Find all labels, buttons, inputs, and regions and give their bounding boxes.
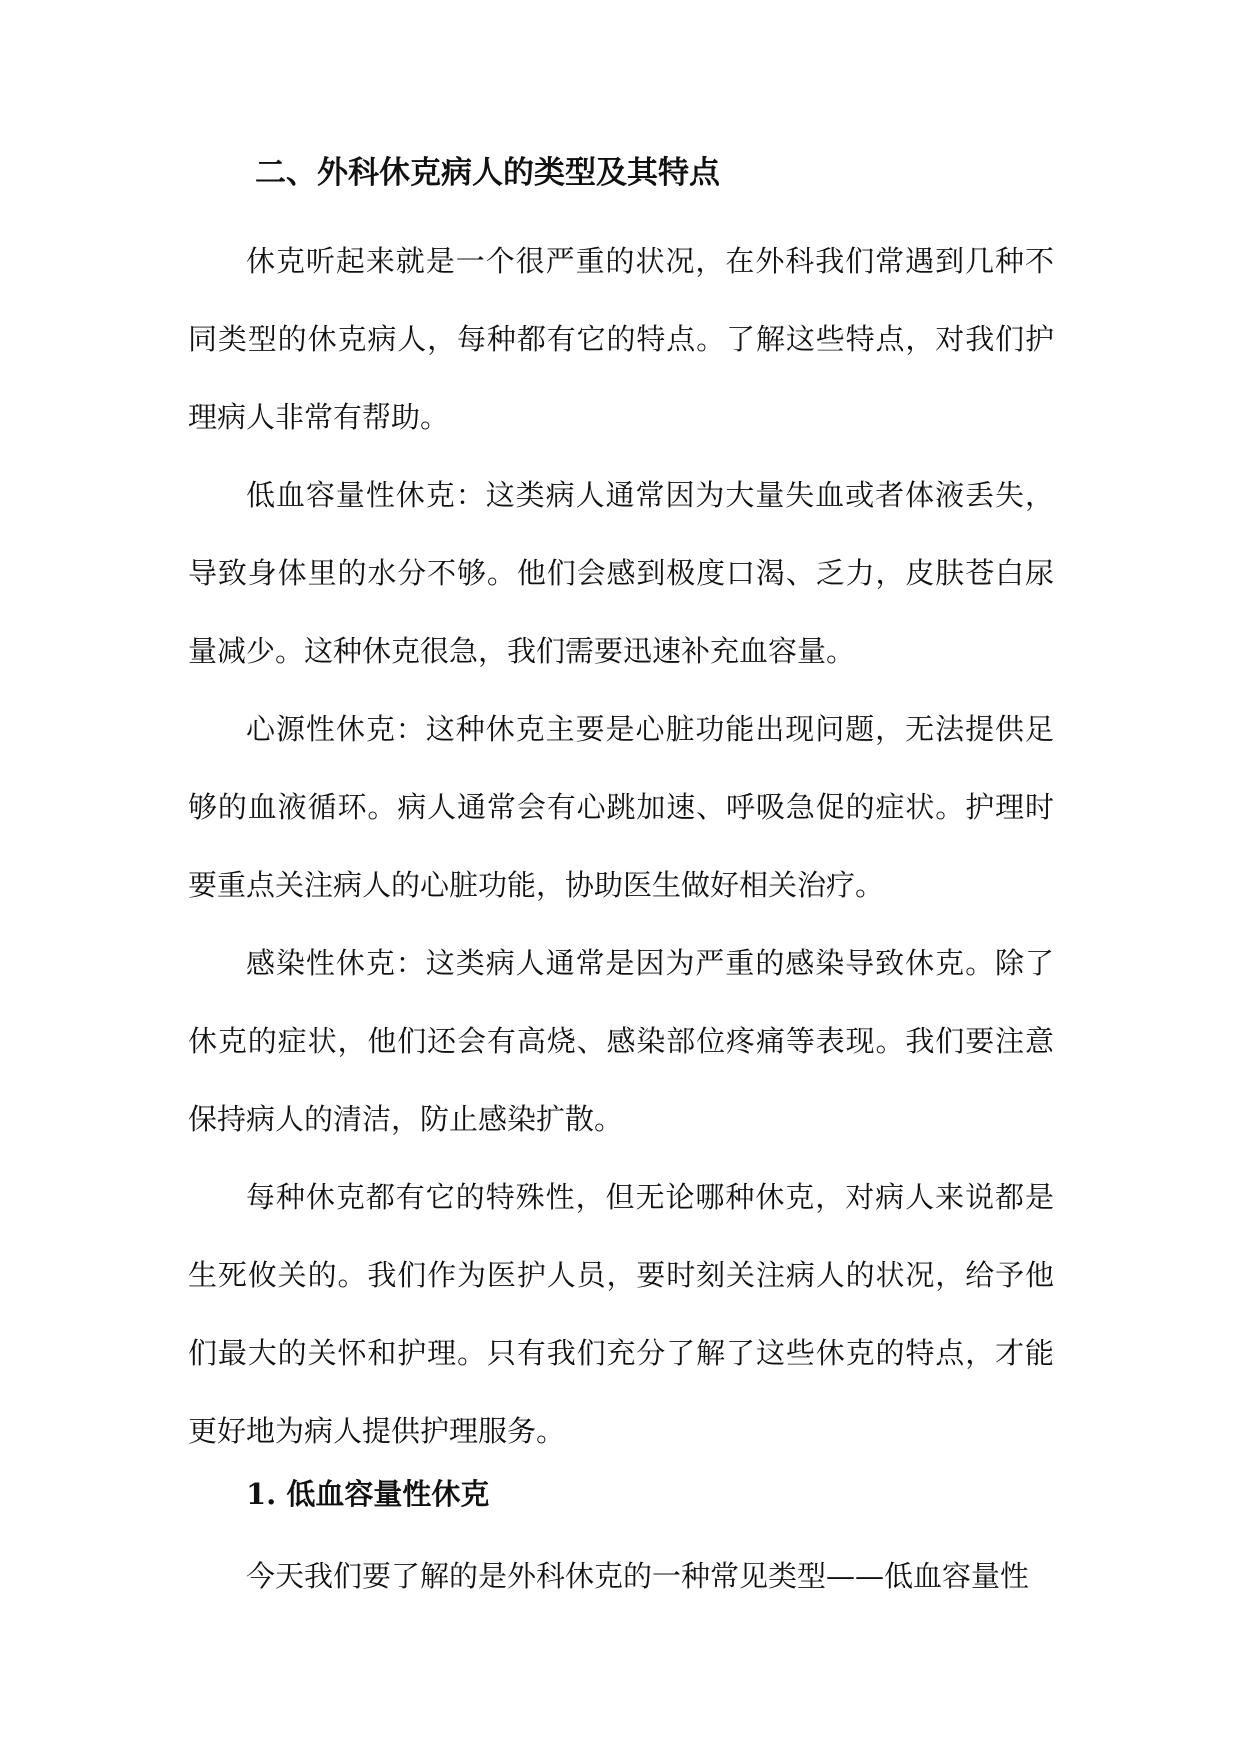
paragraph-cardiogenic: 心源性休克：这种休克主要是心脏功能出现问题，无法提供足够的血液循环。病人通常会有心跳加速、呼吸急促的症状。护理时要重点关注病人的心脏功能，协助医生做好相关治疗。 — [188, 712, 1054, 902]
paragraph-septic: 感染性休克：这类病人通常是因为严重的感染导致休克。除了休克的症状，他们还会有高烧、感染部位疼痛等表现。我们要注意保持病人的清洁，防止感染扩散。 — [188, 946, 1054, 1136]
section-heading: 二、外科休克病人的类型及其特点 — [255, 155, 720, 191]
paragraph-continued: 今天我们要了解的是外科休克的一种常见类型——低血容量性 — [246, 1559, 1030, 1593]
paragraph-summary: 每种休克都有它的特殊性，但无论哪种休克，对病人来说都是生死攸关的。我们作为医护人员，要时刻关注病人的状况，给予他们最大的关怀和护理。只有我们充分了解了这些休克的特点，才能更好地为病人提供护理服务。 — [188, 1180, 1054, 1448]
subheading-hypovolemic: 1. 低血容量性休克 — [246, 1477, 490, 1511]
paragraph-intro: 休克听起来就是一个很严重的状况，在外科我们常遇到几种不同类型的休克病人，每种都有它的特点。了解这些特点，对我们护理病人非常有帮助。 — [188, 244, 1054, 434]
paragraph-hypovolemic: 低血容量性休克：这类病人通常因为大量失血或者体液丢失，导致身体里的水分不够。他们会感到极度口渴、乏力，皮肤苍白尿量减少。这种休克很急，我们需要迅速补充血容量。 — [188, 478, 1054, 668]
